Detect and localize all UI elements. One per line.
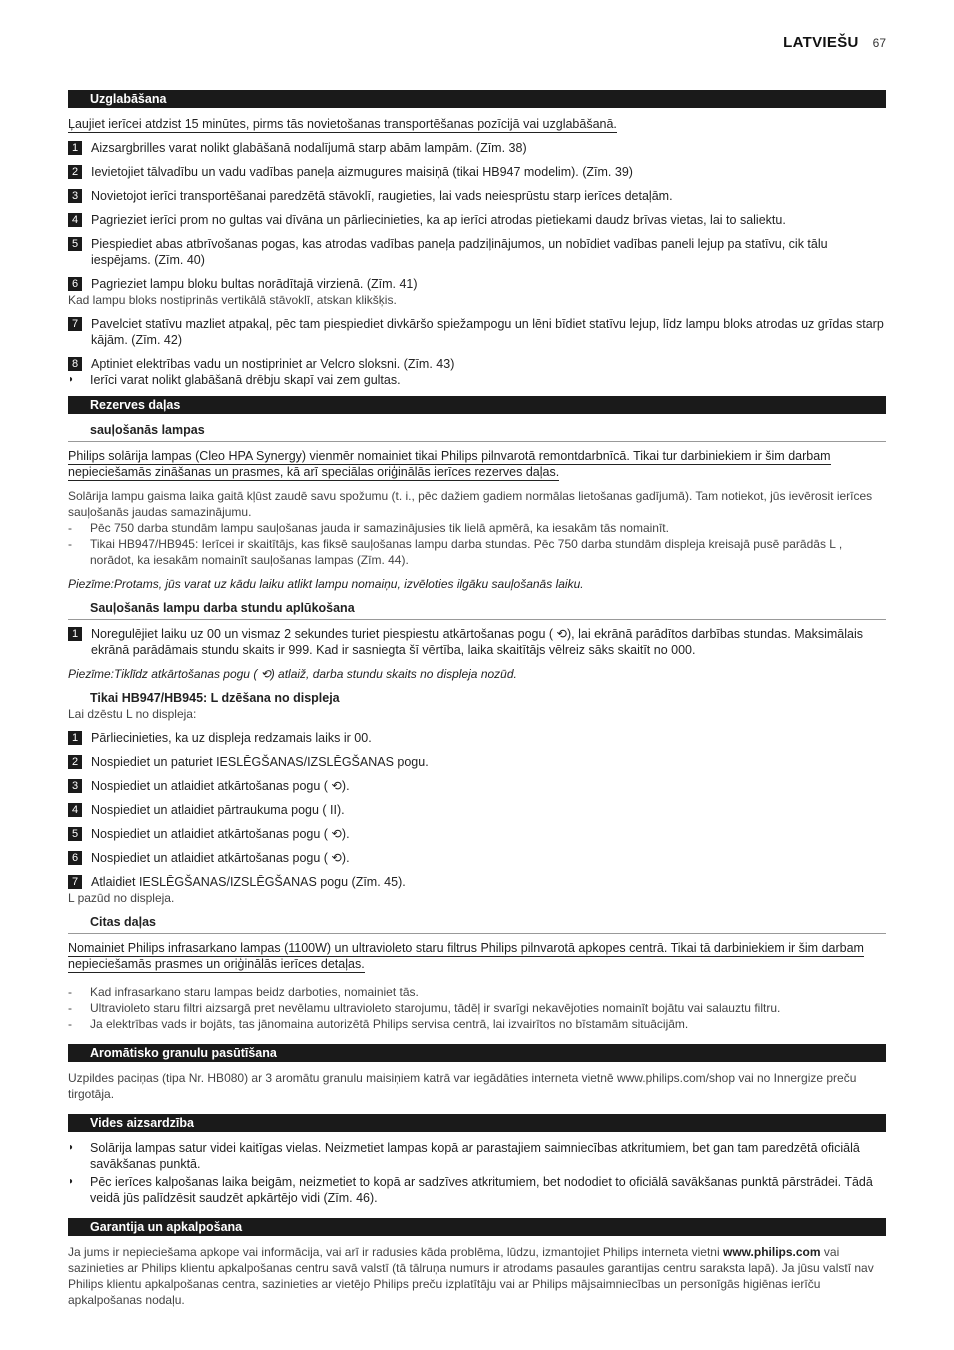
aroma-text: Uzpildes paciņas (tipa Nr. HB080) ar 3 aromātu granulu maisiņiem katrā var iegādāties interneta vietnē www.philips.com/shop vai no Innergize preču tirgotāja. <box>68 1071 857 1101</box>
page-header <box>783 34 886 51</box>
subheading-clear-l: Tikai HB947/HB945: L dzēšana no displeja <box>90 691 340 705</box>
subheading-lamps: sauļošanās lampas <box>68 422 886 442</box>
storage-step: 8 Aptiniet elektrības vadu un nostipriniet ar Velcro sloksni. (Zīm. 43) <box>68 356 886 372</box>
storage-step: 2 Ievietojiet tālvadību un vadu vadības paneļa aizmugures maisiņā (tikai HB947 modelim). (Zīm. 39) <box>68 164 886 180</box>
other-dash-item: - Ultravioleto staru filtri aizsargā pret nevēlamu ultravioleto starojumu, tādēļ ir svarīgi nekavējoties nomainīt bojātu vai salauztu filtru. <box>68 1001 781 1015</box>
lamps-warning: Philips solārija lampas (Cleo HPA Synergy) vienmēr nomainiet tikai Philips pilnvarotā remontdarbnīcā. Tikai tur darbiniekiem ir šim darbam nepieciešamās zināšanas un prasmes, kā arī speciālas oriģinālās ierīces rezerves daļas. <box>68 449 831 479</box>
section-title-aroma: Aromātisko granulu pasūtīšana <box>68 1044 886 1062</box>
clear-step: 5 Nospiediet un atlaidiet atkārtošanas pogu ( ⟲). <box>68 826 886 842</box>
language-label: LATVIEŠU <box>783 34 859 51</box>
section-title-environment: Vides aizsardzība <box>68 1114 886 1132</box>
section-title-storage: Uzglabāšana <box>68 90 886 108</box>
page-number: 67 <box>872 36 886 50</box>
other-dash-item: - Kad infrasarkano staru lampas beidz darboties, nomainiet tās. <box>68 985 419 999</box>
clear-intro: Lai dzēstu L no displeja: <box>68 707 197 721</box>
bullet-icon: ◗ <box>68 1142 75 1153</box>
storage-final-bullet: ◗ Ierīci varat nolikt glabāšanā drēbju skapī vai zem gultas. <box>68 373 401 387</box>
note-hours: Piezīme:Tiklīdz atkārtošanas pogu ( ⟲) atlaiž, darba stundu skaits no displeja nozūd. <box>68 667 517 681</box>
storage-step: 1 Aizsargbrilles varat nolikt glabāšanā nodalījumā starp abām lampām. (Zīm. 38) <box>68 140 886 156</box>
section-title-spare-parts: Rezerves daļas <box>68 396 886 414</box>
clear-step: 3 Nospiediet un atlaidiet atkārtošanas pogu ( ⟲). <box>68 778 886 794</box>
other-dash-item: - Ja elektrības vads ir bojāts, tas jānomaina autorizētā Philips servisa centrā, lai izvairītos no bīstamām situācijām. <box>68 1017 689 1031</box>
storage-step: 5 Piespiediet abas atbrīvošanas pogas, kas atrodas vadības paneļa padziļinājumos, un nobīdiet vadības paneli lejup pa statīvu, cik tālu iespējams. (Zīm. 40) <box>68 236 886 268</box>
philips-link[interactable]: www.philips.com <box>722 1245 821 1259</box>
warranty-text: Ja jums ir nepieciešama apkope vai informācija, vai arī ir radusies kāda problēma, lūdzu, izmantojiet Philips interneta vietni www.philips.com vai sazinieties ar Philips klientu apkalpošanas centru savā valstī (tā tālruņa numurs ir atrodams pasaules garantijas centru saraksta lapā). Ja jūsu valstī nav Philips klientu apkalpošanas centra, sazinieties ar vietējo Philips preču izplatītāju vai ar Philips mājsaimniecības un personīgās higiēnas ierīču apkalpošanas nodaļu. <box>68 1245 874 1307</box>
environment-bullet: ◗ Solārija lampas satur videi kaitīgas vielas. Neizmetiet lampas kopā ar parastajiem saimniecības atkritumiem, bet gan tam paredzētā oficiālā savākšanas punktā. <box>68 1141 860 1171</box>
hours-step: 1 Noregulējiet laiku uz 00 un vismaz 2 sekundes turiet piespiestu atkārtošanas pogu ( ⟲), lai ekrānā parādītos darbības stundas. Maksimālais ekrānā parādāmais stundu skaits ir 999. Kad ir sasniegta šī vērtība, laika skaitītājs vēlreiz sāks skaitīt no 000. <box>68 626 886 658</box>
storage-step: 4 Pagrieziet ierīci prom no gultas vai dīvāna un pārliecinieties, ka ap ierīci atrodas pietiekami daudz brīvas vietas, lai to saliektu. <box>68 212 886 228</box>
subheading-other-parts: Citas daļas <box>68 914 886 934</box>
clear-step: 6 Nospiediet un atlaidiet atkārtošanas pogu ( ⟲). <box>68 850 886 866</box>
bullet-icon: ◗ <box>68 374 75 385</box>
document-body <box>68 90 886 1308</box>
clear-step: 4 Nospiediet un atlaidiet pārtraukuma pogu ( II). <box>68 802 886 818</box>
clear-step: 1 Pārliecinieties, ka uz displeja redzamais laiks ir 00. <box>68 730 886 746</box>
section-title-warranty: Garantija un apkalpošana <box>68 1218 886 1236</box>
storage-step6-note: Kad lampu bloks nostiprinās vertikālā stāvoklī, atskan klikšķis. <box>68 293 397 307</box>
bullet-icon: ◗ <box>68 1176 75 1187</box>
lamps-dash-item: - Pēc 750 darba stundām lampu sauļošanas jauda ir samazinājusies tik lielā apmērā, ka iesakām tās nomainīt. <box>68 521 669 535</box>
clear-end: L pazūd no displeja. <box>68 891 175 905</box>
storage-step: 3 Novietojot ierīci transportēšanai paredzētā stāvoklī, raugieties, lai vads neiesprūstu starp ierīces detaļām. <box>68 188 886 204</box>
lamps-dash-item: - Tikai HB947/HB945: Ierīcei ir skaitītājs, kas fiksē sauļošanas lampu darba stundas. Pēc 750 darba stundām displeja kreisajā pusē parādās L , norādot, ka iesakām nomainīt sauļošanas lampas (Zīm. 44). <box>68 537 843 567</box>
clear-step: 7 Atlaidiet IESLĒGŠANAS/IZSLĒGŠANAS pogu (Zīm. 45). <box>68 874 886 890</box>
subheading-hours: Sauļošanās lampu darba stundu aplūkošana <box>90 601 355 615</box>
environment-bullet: ◗ Pēc ierīces kalpošanas laika beigām, neizmetiet to kopā ar sadzīves atkritumiem, bet nododiet to oficiālā savākšanas punktā pārstrādei. Tādā veidā jūs palīdzēsit saudzēt apkārtējo vidi (Zīm. 46). <box>68 1175 873 1205</box>
storage-step: 6 Pagrieziet lampu bloku bultas norādītajā virzienā. (Zīm. 41) <box>68 276 886 292</box>
storage-step: 7 Pavelciet statīvu mazliet atpakaļ, pēc tam piespiediet divkāršo spiežampogu un lēni bīdiet statīvu lejup, līdz lampu bloks atrodas uz grīdas starp kājām. (Zīm. 42) <box>68 316 886 348</box>
note-postpone: Piezīme:Protams, jūs varat uz kādu laiku atlikt lampu nomaiņu, izvēloties ilgāku sauļošanās laiku. <box>68 577 584 591</box>
other-warning: Nomainiet Philips infrasarkano lampas (1100W) un ultravioleto staru filtrus Philips pilnvarotā apkopes centrā. Tikai tā darbiniekiem ir šim darbam nepieciešamās prasmes un oriģinālās ierīces detaļas. <box>68 941 864 971</box>
storage-intro: Ļaujiet ierīcei atdzist 15 minūtes, pirms tās novietošanas transportēšanas pozīcijā vai uzglabāšanā. <box>68 117 617 131</box>
clear-step: 2 Nospiediet un paturiet IESLĒGŠANAS/IZSLĒGŠANAS pogu. <box>68 754 886 770</box>
lamps-text: Solārija lampu gaisma laika gaitā kļūst zaudē savu spožumu (t. i., pēc dažiem gadiem normālas lietošanas gadījumā). Tam notiekot, jūs ievērosit ierīces sauļošanās jaudas samazinājumu. <box>68 489 873 519</box>
